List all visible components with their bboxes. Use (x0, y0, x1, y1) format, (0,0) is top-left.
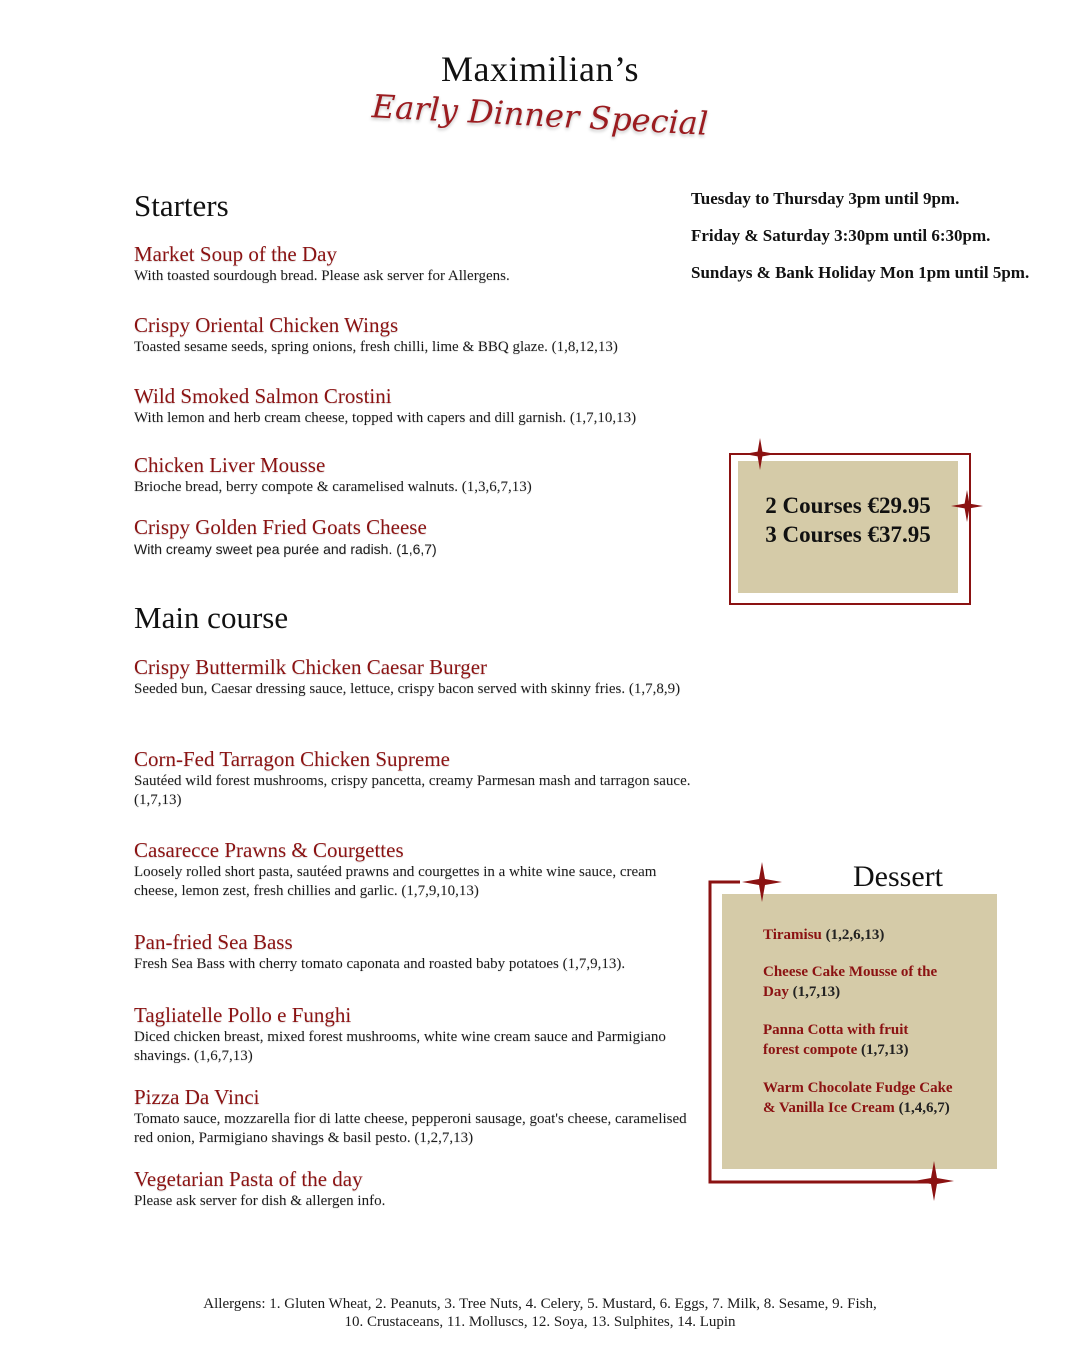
hours-line-friday-saturday: Friday & Saturday 3:30pm until 6:30pm. (691, 226, 991, 245)
dessert-name: Cheese Cake Mousse of the Day (763, 964, 938, 1000)
item-name: Pan-fried Sea Bass (134, 930, 293, 954)
dessert-item (763, 1020, 943, 1060)
starter-item (134, 242, 709, 286)
item-name: Pizza Da Vinci (134, 1085, 260, 1109)
item-name: Crispy Oriental Chicken Wings (134, 313, 399, 337)
sparkle-icon (742, 862, 782, 902)
item-description: With creamy sweet pea purée and radish. (1,6,7) (134, 541, 437, 557)
item-name: Wild Smoked Salmon Crostini (134, 384, 392, 408)
starters-heading: Starters (134, 188, 229, 223)
item-description: With toasted sourdough bread. Please ask server for Allergens. (134, 268, 510, 284)
item-description: Sautéed wild forest mushrooms, crispy pancetta, creamy Parmesan mash and tarragon sauce. (1,7,13) (134, 773, 691, 808)
sparkle-icon (914, 1161, 954, 1201)
item-description: Seeded bun, Caesar dressing sauce, lettuce, crispy bacon served with skinny fries. (1,7,8,9) (134, 681, 681, 697)
item-description: With lemon and herb cream cheese, topped with capers and dill garnish. (1,7,10,13) (134, 410, 637, 426)
allergen-legend-line-1: Allergens: 1. Gluten Wheat, 2. Peanuts, 3. Tree Nuts, 4. Celery, 5. Mustard, 6. Eggs, 7. Milk, 8. Sesame, 9. Fish, (203, 1296, 877, 1312)
dessert-allergens: (1,7,13) (861, 1042, 909, 1058)
starter-item (134, 453, 709, 497)
dessert-item (763, 1078, 963, 1118)
item-description: Please ask server for dish & allergen info. (134, 1193, 386, 1209)
starter-item (134, 384, 714, 428)
item-name: Chicken Liver Mousse (134, 453, 326, 477)
item-name: Market Soup of the Day (134, 242, 337, 266)
item-name: Crispy Golden Fried Goats Cheese (134, 515, 427, 539)
item-description: Fresh Sea Bass with cherry tomato caponata and roasted baby potatoes (1,7,9,13). (134, 956, 626, 972)
mains-heading: Main course (134, 600, 289, 635)
dessert-item (763, 962, 948, 1002)
item-name: Tagliatelle Pollo e Funghi (134, 1003, 352, 1027)
hours-line-sunday: Sundays & Bank Holiday Mon 1pm until 5pm. (691, 263, 1030, 282)
item-description: Tomato sauce, mozzarella fior di latte cheese, pepperoni sausage, goat's cheese, caramelised red onion, Parmigiano shavings & basil pesto. (1,2,7,13) (134, 1111, 687, 1146)
item-name: Vegetarian Pasta of the day (134, 1167, 363, 1191)
main-item (134, 747, 694, 810)
hours-line-weekday: Tuesday to Thursday 3pm until 9pm. (691, 189, 960, 208)
dessert-name: Tiramisu (763, 927, 822, 943)
main-item (134, 1003, 689, 1066)
main-item (134, 838, 699, 901)
restaurant-title: Maximilian’s (441, 49, 639, 89)
main-item (134, 655, 709, 699)
three-courses-price: 3 Courses €37.95 (765, 522, 931, 547)
dessert-item (763, 925, 963, 945)
dessert-name: Panna Cotta with fruit forest compote (763, 1022, 909, 1058)
allergen-legend-line-2: 10. Crustaceans, 11. Molluscs, 12. Soya, 13. Sulphites, 14. Lupin (344, 1314, 736, 1330)
dessert-allergens: (1,4,6,7) (898, 1100, 950, 1116)
item-description: Brioche bread, berry compote & caramelised walnuts. (1,3,6,7,13) (134, 479, 532, 495)
two-courses-price: 2 Courses €29.95 (765, 493, 931, 518)
main-item (134, 1167, 709, 1211)
main-item (134, 1085, 704, 1148)
sparkle-icon (951, 490, 983, 522)
item-description: Diced chicken breast, mixed forest mushrooms, white wine cream sauce and Parmigiano shavings. (1,6,7,13) (134, 1029, 666, 1064)
item-description: Loosely rolled short pasta, sautéed prawns and courgettes in a white wine sauce, cream cheese, lemon zest, fresh chillies and garlic. (1,7,9,10,13) (134, 864, 657, 899)
dessert-allergens: (1,7,13) (792, 984, 841, 1000)
dessert-heading: Dessert (853, 860, 943, 893)
sparkle-icon (744, 438, 776, 470)
dessert-allergens: (1,2,6,13) (825, 927, 885, 943)
item-name: Casarecce Prawns & Courgettes (134, 838, 404, 862)
starter-item (134, 515, 709, 559)
item-name: Crispy Buttermilk Chicken Caesar Burger (134, 655, 488, 679)
menu-subtitle: Early Dinner Special (370, 87, 710, 143)
item-description: Toasted sesame seeds, spring onions, fresh chilli, lime & BBQ glaze. (1,8,12,13) (134, 339, 618, 355)
dessert-name: Warm Chocolate Fudge Cake & Vanilla Ice Cream (763, 1080, 953, 1116)
starter-item (134, 313, 709, 357)
item-name: Corn-Fed Tarragon Chicken Supreme (134, 747, 450, 771)
main-item (134, 930, 709, 974)
